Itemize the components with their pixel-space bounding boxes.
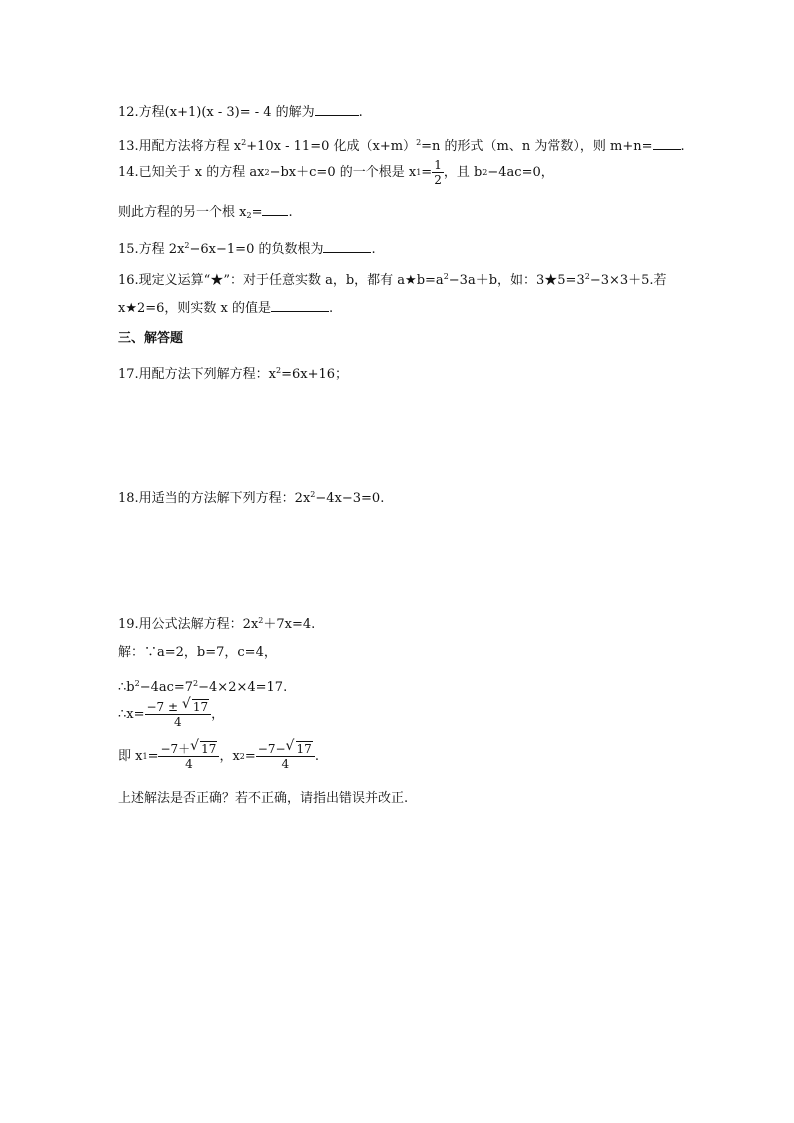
question-14-continued: 则此方程的另一个根 $x_2=$ . xyxy=(118,205,293,220)
question-16: 16.现定义运算“★”：对于任意实数 a，b，都有 $a★b=a^2-3a+b$，如：$3★5=3^2-3\times 3+5$.若 xyxy=(118,272,667,288)
question-13: 13.用配方法将方程 $x^2+10x - 11=0$ 化成$(x+m)^2=n$ 的形式（m、n 为常数），则 m+n= . xyxy=(118,138,685,154)
sqrt-symbol: √ 17 xyxy=(285,738,312,756)
sqrt-symbol: √ 17 xyxy=(190,738,217,756)
section-heading: 三、解答题 xyxy=(118,331,184,346)
question-16-continued: x★2=6，则实数 x 的值是 . xyxy=(118,301,334,316)
answer-blank xyxy=(271,299,329,312)
root-two-fraction: −7− √ 17 4 xyxy=(256,742,315,771)
root-one-fraction: −7＋ √ 17 4 xyxy=(158,742,219,771)
question-14: 14.已知关于 x 的方程 ax 2 −bx＋c=0 的一个根是 x 1 = $\frac{1}{2}$ ，且 b 2 −4ac=0， xyxy=(118,158,554,187)
question-18: 18.用适当的方法解下列方程：$2x^2-4x-3=0$. xyxy=(118,490,385,506)
question-19-prompt: 上述解法是否正确？若不正确，请指出错误并改正. xyxy=(118,791,409,806)
question-17: 17.用配方法下列解方程：$x^2=6x+16$； xyxy=(118,366,349,382)
answer-blank xyxy=(653,137,681,150)
question-19: 19.用公式法解方程：$2x^2+7x=4$. xyxy=(118,616,316,632)
solution-line-3: ∴x= −7 ± √ 17 4 ， xyxy=(118,696,225,729)
solution-line-2: $\therefore b^2-4ac=7^2-4\times 2\times 4=17$. xyxy=(118,679,288,695)
sqrt-symbol: √ 17 xyxy=(181,696,209,714)
fraction-one-half: $\frac{1}{2}$ xyxy=(434,158,442,187)
question-15: 15.方程 $2x^2-6x-1=0$ 的负数根为 . xyxy=(118,241,376,257)
answer-blank xyxy=(262,203,288,216)
answer-blank xyxy=(315,103,359,116)
solution-line-4: 即 x 1 = −7＋ √ 17 4 ，x 2 = −7− √ 17 4 . xyxy=(118,738,319,771)
answer-blank xyxy=(323,240,371,253)
solution-line-1: 解：∵a=2，b=7，c=4， xyxy=(118,645,277,660)
question-12: 12.方程(x+1)(x - 3)= - 4 的解为 . xyxy=(118,105,363,120)
quadratic-formula-fraction: −7 ± √ 17 4 xyxy=(145,700,212,729)
